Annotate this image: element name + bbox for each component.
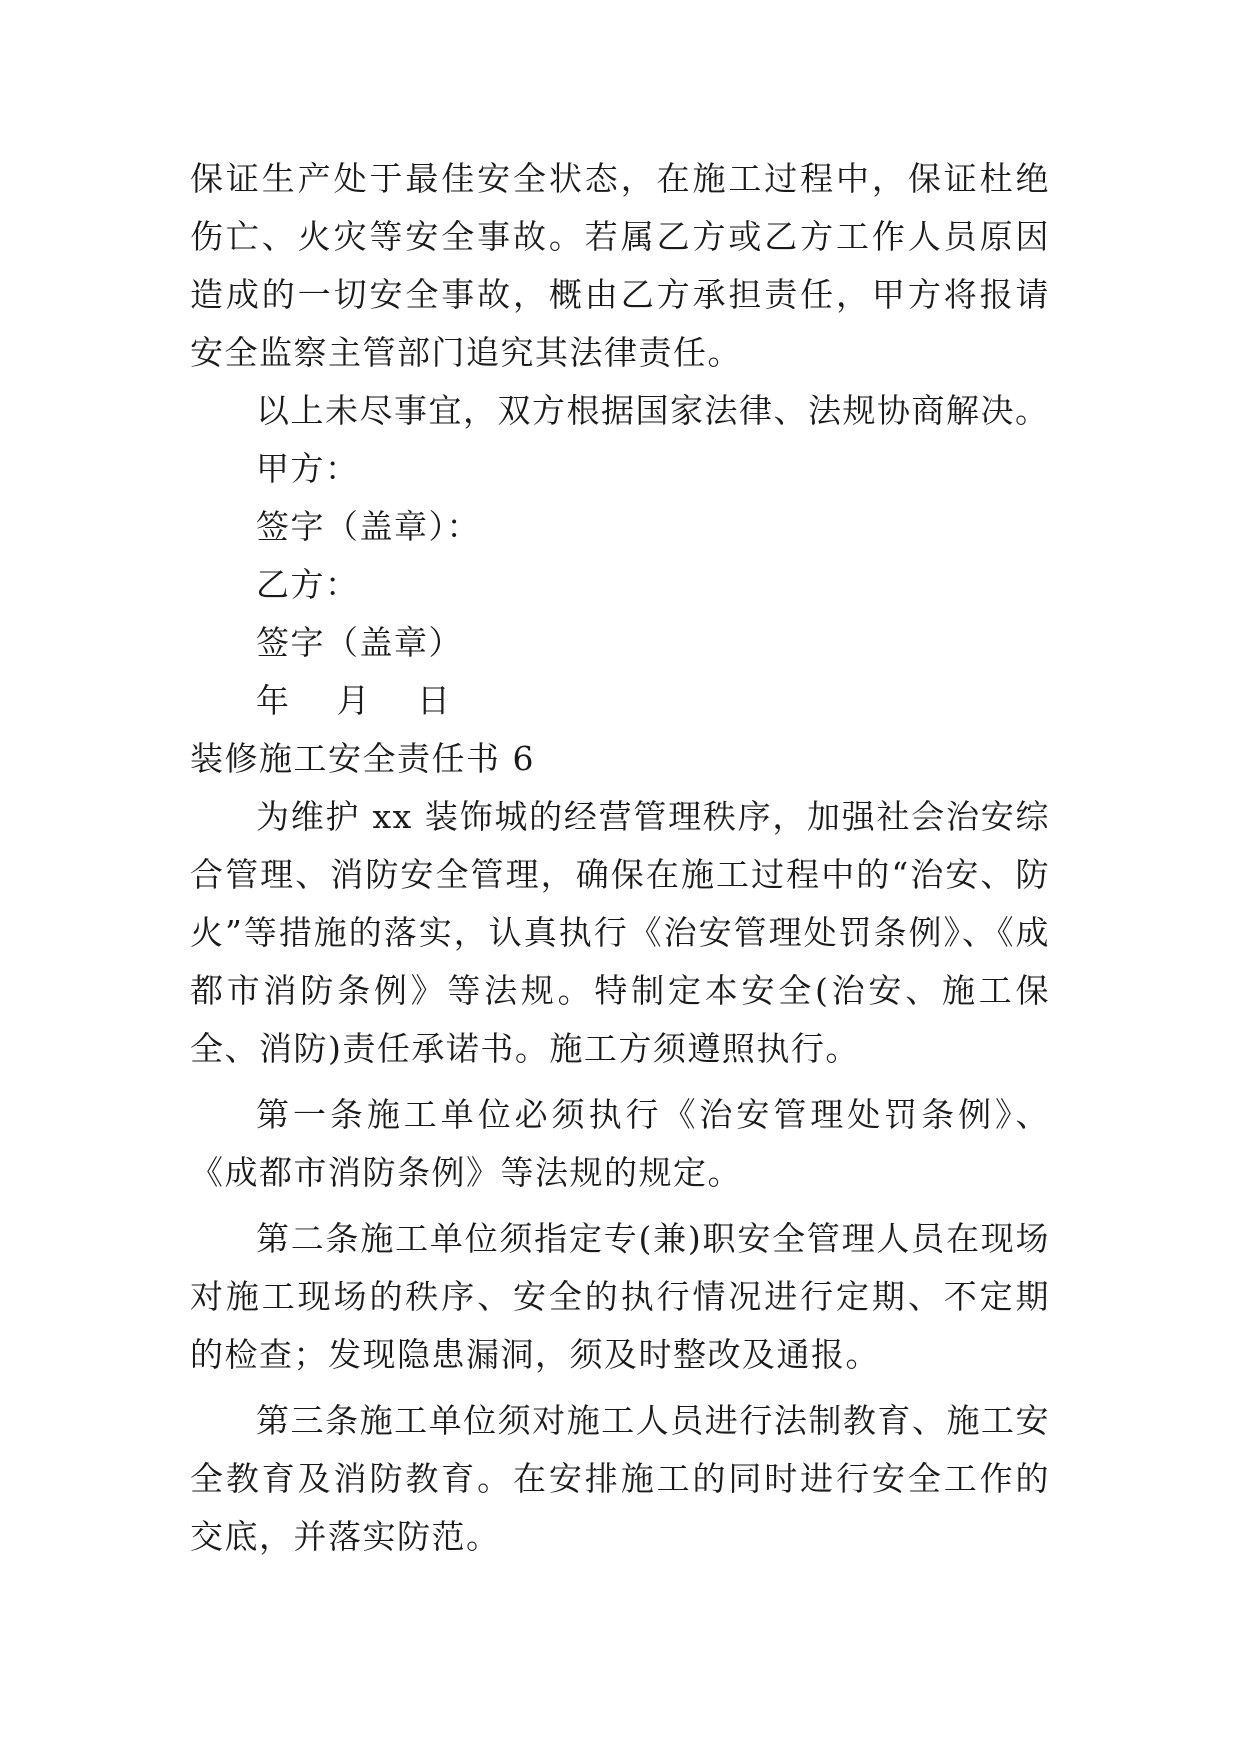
date-year: 年 xyxy=(256,681,291,720)
party-b-signature-label: 签字（盖章） xyxy=(256,623,463,662)
date-day: 日 xyxy=(417,681,452,720)
article-3: 第三条施工单位须对施工人员进行法制教育、施工安全教育及消防教育。在安排施工的同时进行安全工作的交底，并落实防范。 xyxy=(190,1401,1050,1556)
date-line xyxy=(190,672,1050,730)
party-a-signature-label: 签字（盖章）： xyxy=(256,507,481,546)
party-b-label: 乙方： xyxy=(256,565,360,604)
section-title: 装修施工安全责任书 6 xyxy=(190,739,535,778)
intro-paragraph: 为维护 xx 装饰城的经营管理秩序，加强社会治安综合管理、消防安全管理，确保在施工过程中的“治安、防火”等措施的落实，认真执行《治安管理处罚条例》、《成都市消防条例》等法规。特制定本安全(治安、施工保全、消防)责任承诺书。施工方须遵照执行。 xyxy=(190,797,1050,1068)
article-1: 第一条施工单位必须执行《治安管理处罚条例》、《成都市消防条例》等法规的规定。 xyxy=(190,1095,1050,1192)
party-a-label: 甲方： xyxy=(256,449,360,488)
document-body xyxy=(190,150,1050,1566)
article-2: 第二条施工单位须指定专(兼)职安全管理人员在现场对施工现场的秩序、安全的执行情况进行定期、不定期的检查；发现隐患漏洞，须及时整改及通报。 xyxy=(190,1219,1050,1374)
closing-statement: 以上未尽事宜，双方根据国家法律、法规协商解决。 xyxy=(256,391,1050,430)
paragraph-continuation: 保证生产处于最佳安全状态，在施工过程中，保证杜绝伤亡、火灾等安全事故。若属乙方或乙方工作人员原因造成的一切安全事故，概由乙方承担责任，甲方将报请安全监察主管部门追究其法律责任。 xyxy=(190,159,1050,372)
date-month: 月 xyxy=(336,681,371,720)
